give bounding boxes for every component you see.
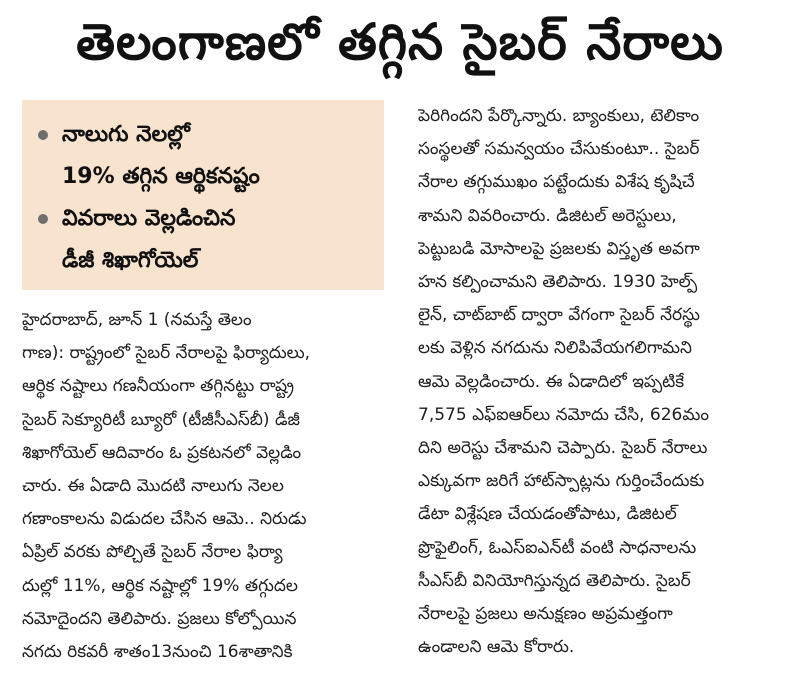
bullet-dot-icon	[38, 130, 48, 140]
text-line: ఉండాలని ఆమె కోరారు.	[418, 637, 575, 658]
left-column	[22, 100, 400, 669]
right-body-text	[418, 100, 790, 664]
text-line: లకు వెళ్లిన నగదును నిలిపివేయగలిగామని	[418, 338, 692, 359]
bullet-dot-icon	[38, 214, 48, 224]
headline: తెలంగాణలో తగ్గిన సైబర్ నేరాలు	[76, 12, 724, 71]
text-line: పెరిగిందని పేర్కొన్నారు. బ్యాంకులు, టెలికాం	[418, 106, 700, 126]
text-line: ఆమె వెల్లడించారు. ఈ ఏడాదిలో ఇప్పటికే	[418, 371, 685, 392]
text-line: ఎక్కువగా జరిగే హాట్‌స్పాట్లను గుర్తించేందుకు	[418, 471, 705, 492]
text-line: హైదరాబాద్, జూన్ 1 (నమస్తే తెలం	[22, 310, 252, 330]
text-line: పెట్టుబడి మోసాలపై ప్రజలకు విస్తృత అవగా	[418, 238, 700, 259]
text-line: 7,575 ఎఫ్ఐఆర్‌లు నమోదు చేసి, 626మం	[418, 404, 709, 425]
highlight-box	[22, 100, 384, 290]
text-line: గాణ): రాష్ట్రంలో సైబర్ నేరాలపై ఫిర్యాదులు,	[22, 343, 310, 364]
text-line: సైబర్ సెక్యూరిటీ బ్యూరో (టీజీసీఎస్‌బీ) డీజీ	[22, 409, 300, 430]
text-line: సీఎస్‌బీ వినియోగిస్తున్నద తెలిపారు. సైబర్	[418, 570, 691, 591]
text-line: డేటా విశ్లేషణ చేయడంతోపాటు, డిజిటల్	[418, 504, 677, 525]
highlight-bullet	[30, 114, 378, 198]
left-body-text	[22, 304, 400, 669]
highlight-line: డీజీ శిఖాగోయెల్	[62, 248, 199, 273]
text-line: గణాంకాలను విడుదల చేసిన ఆమె.. నిరుడు	[22, 509, 307, 530]
text-line: చారు. ఈ ఏడాది మొదటి నాలుగు నెలల	[22, 476, 284, 497]
text-line: నమోదైందని తెలిపారు. ప్రజలు కోల్పోయిన	[22, 608, 297, 629]
text-line: ఏప్రిల్ వరకు పోల్చితే సైబర్ నేరాల ఫిర్యా	[22, 542, 283, 563]
text-line: దుల్లో 11%, ఆర్థిక నష్టాల్లో 19% తగ్గుదల	[22, 575, 298, 596]
text-line: నగదు రికవరీ శాతం13నుంచి 16శాతానికి	[22, 642, 293, 663]
text-line: నేరాల తగ్గుముఖం పట్టేందుకు విశేష కృషిచే	[418, 172, 695, 193]
highlight-bullet	[30, 198, 378, 282]
right-column	[418, 100, 790, 664]
text-line: సంస్థలతో సమన్వయం చేసుకుంటూ.. సైబర్	[418, 139, 700, 160]
text-line: లైన్, చాట్‌బాట్ ద్వారా వేగంగా సైబర్ నేరస్థు	[418, 305, 700, 326]
text-line: ప్రొఫైలింగ్, ఓఎస్ఐఎన్‌టీ వంటి సాధనాలను	[418, 537, 697, 558]
highlight-line: 19% తగ్గిన ఆర్థికనష్టం	[62, 164, 260, 189]
highlight-line: నాలుగు నెలల్లో	[62, 122, 190, 147]
text-line: ఆర్థిక నష్టాలు గణనీయంగా తగ్గినట్టు రాష్ట్ర	[22, 376, 295, 397]
text-line: నేరాలపై ప్రజలు అనుక్షణం అప్రమత్తంగా	[418, 604, 673, 625]
text-line: దిని అరెస్టు చేశామని చెప్పారు. సైబర్ నేరాలు	[418, 438, 708, 459]
text-line: శామని వివరించారు. డిజిటల్ అరెస్టులు,	[418, 205, 677, 226]
highlight-line: వివరాలు వెల్లడించిన	[62, 206, 236, 231]
text-line: శిఖాగోయెల్ ఆదివారం ఓ ప్రకటనలో వెల్లడిం	[22, 442, 302, 463]
text-line: హన కల్పించామని తెలిపారు. 1930 హెల్ప్	[418, 272, 698, 293]
